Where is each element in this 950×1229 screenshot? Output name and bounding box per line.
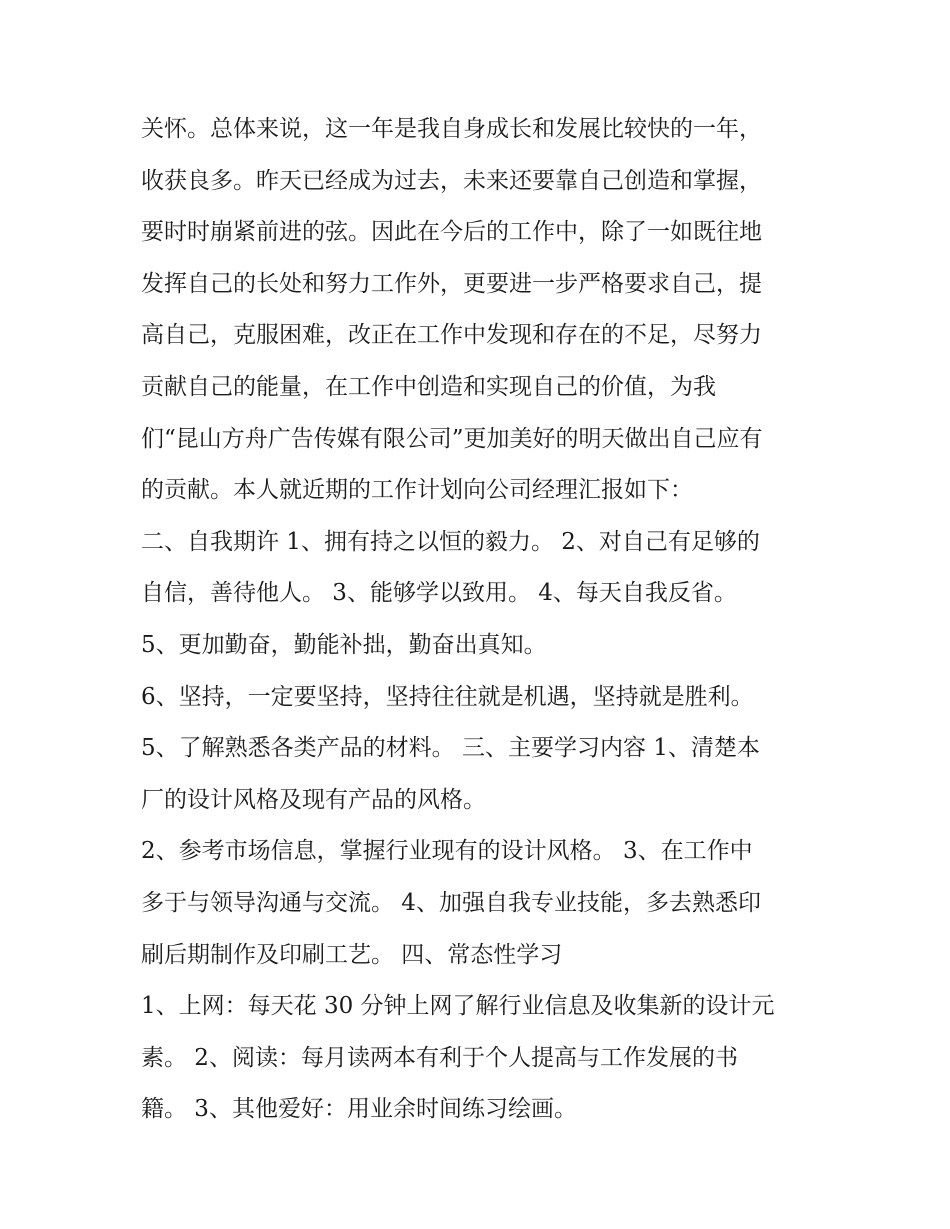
body-text: [141, 104, 831, 1136]
text-line: 关怀。总体来说，这一年是我自身成长和发展比较快的一年，: [141, 116, 762, 142]
text-line: 发挥自己的长处和努力工作外，更要进一步严格要求自己，提: [141, 270, 762, 297]
text-line: 们“昆山方舟广告传媒有限公司”更加美好的明天做出自己应有: [141, 425, 763, 452]
text-line: 厂的设计风格及现有产品的风格。: [141, 786, 486, 813]
text-line: 素。 2、阅读：每月读两本有利于个人提高与工作发展的书: [141, 1044, 738, 1071]
text-line: 6、坚持，一定要坚持，坚持往往就是机遇，坚持就是胜利。: [141, 683, 754, 710]
text-line: 籍。 3、其他爱好：用业余时间练习绘画。: [141, 1096, 577, 1123]
text-line: 贡献自己的能量，在工作中创造和实现自己的价值，为我: [141, 373, 716, 400]
text-line: 自信，善待他人。 3、能够学以致用。 4、每天自我反省。: [141, 580, 737, 607]
text-line: 5、了解熟悉各类产品的材料。 三、主要学习内容 1、清楚本: [141, 735, 760, 762]
text-line: 的贡献。本人就近期的工作计划向公司经理汇报如下：: [141, 477, 693, 504]
text-line: 二、自我期许 1、拥有持之以恒的毅力。 2、对自己有足够的: [141, 528, 760, 555]
text-line: 多于与领导沟通与交流。 4、加强自我专业技能，多去熟悉印: [141, 889, 761, 916]
text-line: 高自己，克服困难，改正在工作中发现和存在的不足，尽努力: [141, 322, 762, 349]
text-line: 收获良多。昨天已经成为过去，未来还要靠自己创造和掌握，: [141, 167, 762, 194]
text-line: 5、更加勤奋，勤能补拙，勤奋出真知。: [141, 631, 547, 658]
text-line: 要时时崩紧前进的弦。因此在今后的工作中，除了一如既往地: [141, 219, 762, 246]
text-line: 2、参考市场信息，掌握行业现有的设计风格。 3、在工作中: [141, 838, 753, 865]
text-line: 刷后期制作及印刷工艺。 四、常态性学习: [141, 941, 563, 968]
text-line: 1、上网：每天花 30 分钟上网了解行业信息及收集新的设计元: [141, 993, 775, 1020]
